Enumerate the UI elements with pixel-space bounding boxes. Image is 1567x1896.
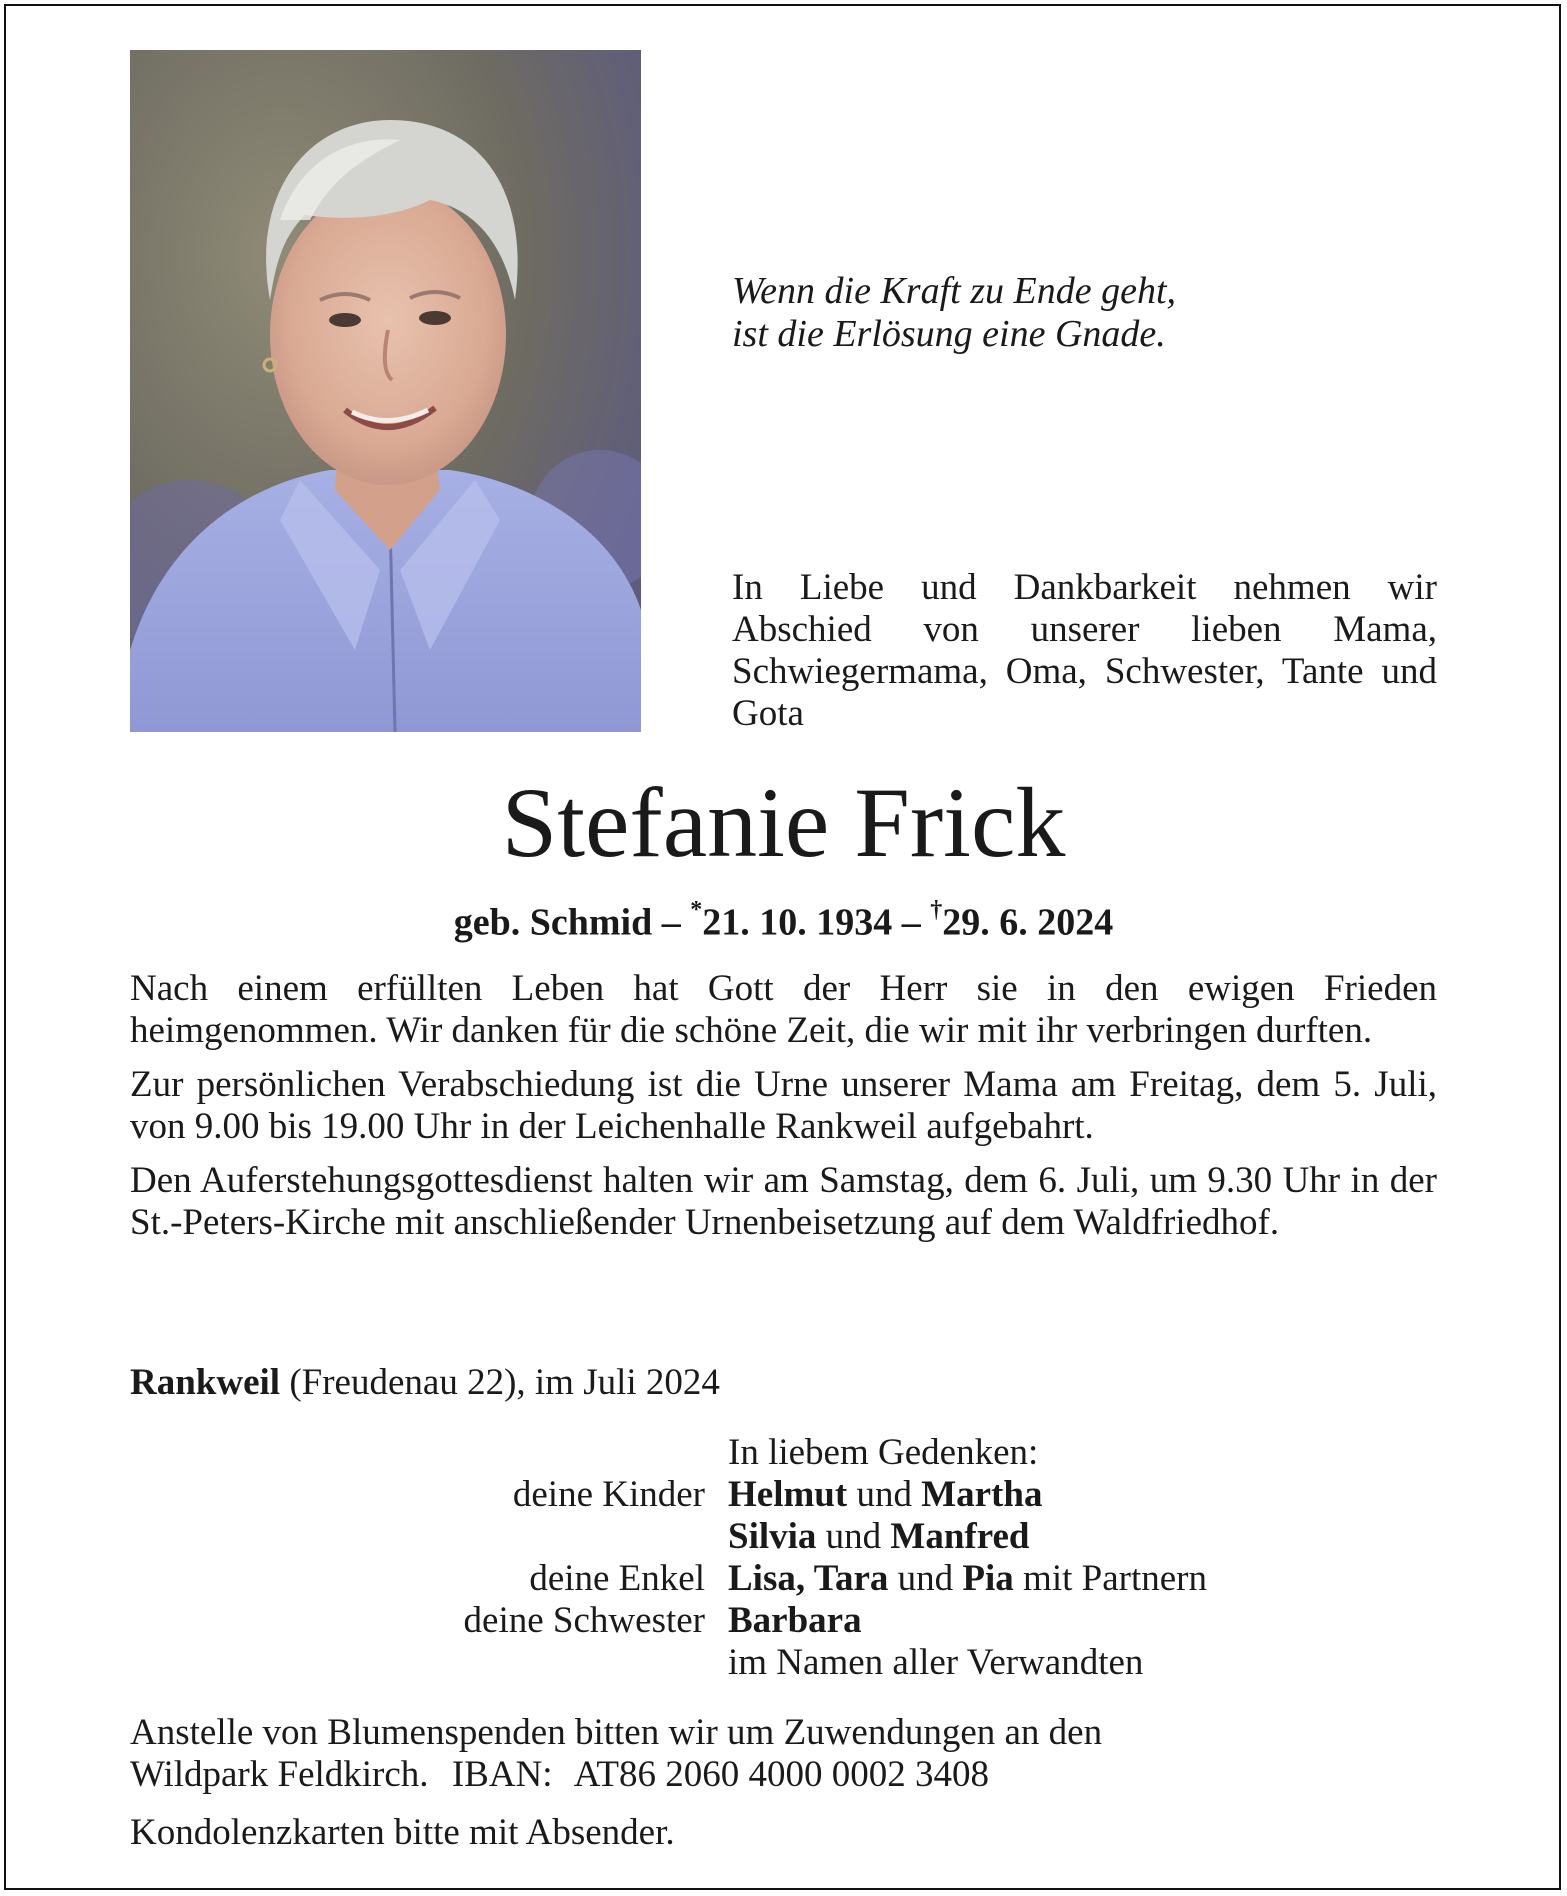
birth-date: 21. 10. 1934 bbox=[702, 901, 893, 944]
names-children-2 bbox=[728, 1516, 1030, 1558]
quote-line-2: ist die Erlösung eine Gnade. bbox=[732, 313, 1166, 355]
donation-line-1: Anstelle von Blumenspenden bitten wir um Zuwendungen an den bbox=[130, 1712, 1103, 1753]
names-sister bbox=[728, 1600, 862, 1642]
conjunction-und: und bbox=[856, 1474, 912, 1515]
iban-label: IBAN: bbox=[451, 1754, 553, 1795]
birth-symbol: * bbox=[690, 897, 703, 923]
mourners-row-children-2 bbox=[0, 1516, 1567, 1558]
dates-separator-2: – bbox=[901, 901, 921, 944]
announcement-body bbox=[130, 968, 1437, 1256]
conjunction-und: und bbox=[897, 1558, 954, 1599]
names-grandchildren bbox=[728, 1558, 1207, 1600]
donation-line-2 bbox=[130, 1754, 1437, 1796]
paragraph-viewing: Zur persönlichen Verabschiedung ist die Urne unserer Mama am Freitag, dem 5. Juli, von 9.00 bis 19.00 Uhr in der Leichenhalle Rankweil aufgebahrt. bbox=[130, 1064, 1437, 1147]
death-date: 29. 6. 2024 bbox=[942, 901, 1114, 944]
mourners-row-grandchildren bbox=[0, 1558, 1567, 1600]
intro-text: In Liebe und Dankbarkeit nehmen wir Abschied von unserer lieben Mama, Schwiegermama, Oma, Schwester, Tante und Gota bbox=[732, 567, 1437, 734]
portrait-photo bbox=[130, 50, 641, 732]
mourners-heading: In liebem Gedenken: bbox=[728, 1432, 1039, 1473]
paragraph-service: Den Auferstehungsgottesdienst halten wir am Samstag, dem 6. Juli, um 9.30 Uhr in der St.-Peters-Kirche mit anschließender Urnenbeisetzung auf dem Waldfriedhof. bbox=[130, 1160, 1437, 1243]
name-pia: Pia bbox=[962, 1558, 1014, 1599]
deceased-name: Stefanie Frick bbox=[501, 767, 1066, 878]
with-partners: mit Partnern bbox=[1023, 1558, 1207, 1599]
donation-recipient: Wildpark Feldkirch. bbox=[130, 1754, 429, 1795]
name-helmut: Helmut bbox=[728, 1474, 848, 1515]
mourners-row-relatives bbox=[0, 1642, 1567, 1684]
mourners-heading-row bbox=[0, 1432, 1567, 1474]
place-and-date bbox=[130, 1362, 720, 1404]
mourners-list bbox=[0, 1432, 1567, 1684]
iban-number: AT86 2060 4000 0002 3408 bbox=[573, 1754, 989, 1795]
name-martha: Martha bbox=[921, 1474, 1043, 1515]
condolence-cards-note: Kondolenzkarten bitte mit Absender. bbox=[130, 1812, 675, 1853]
names-children-1 bbox=[728, 1474, 1042, 1516]
life-dates bbox=[0, 892, 1567, 945]
death-symbol: † bbox=[930, 897, 943, 923]
mourners-row-children-1 bbox=[0, 1474, 1567, 1516]
paragraph-obituary: Nach einem erfüllten Leben hat Gott der Herr sie in den ewigen Frieden heimgenommen. Wir danken für die schöne Zeit, die wir mit ihr verbringen durften. bbox=[130, 968, 1437, 1051]
name-barbara: Barbara bbox=[728, 1600, 862, 1641]
portrait-illustration bbox=[130, 50, 641, 732]
label-grandchildren: deine Enkel bbox=[529, 1558, 705, 1599]
conjunction-und: und bbox=[825, 1516, 882, 1557]
maiden-name: geb. Schmid bbox=[453, 901, 653, 944]
label-children: deine Kinder bbox=[512, 1474, 705, 1515]
donation-note bbox=[130, 1712, 1437, 1796]
label-sister: deine Schwester bbox=[463, 1600, 705, 1641]
place-town: Rankweil bbox=[130, 1362, 281, 1403]
name-silvia: Silvia bbox=[728, 1516, 817, 1557]
relatives-note: im Namen aller Verwandten bbox=[728, 1642, 1144, 1683]
name-lisa-tara: Lisa, Tara bbox=[728, 1558, 889, 1599]
quote-line-1: Wenn die Kraft zu Ende geht, bbox=[732, 270, 1176, 312]
place-detail: (Freudenau 22), im Juli 2024 bbox=[289, 1362, 720, 1403]
name-manfred: Manfred bbox=[890, 1516, 1030, 1557]
mourners-row-sister bbox=[0, 1600, 1567, 1642]
epitaph-quote bbox=[732, 270, 1452, 356]
dates-separator-1: – bbox=[661, 901, 681, 944]
